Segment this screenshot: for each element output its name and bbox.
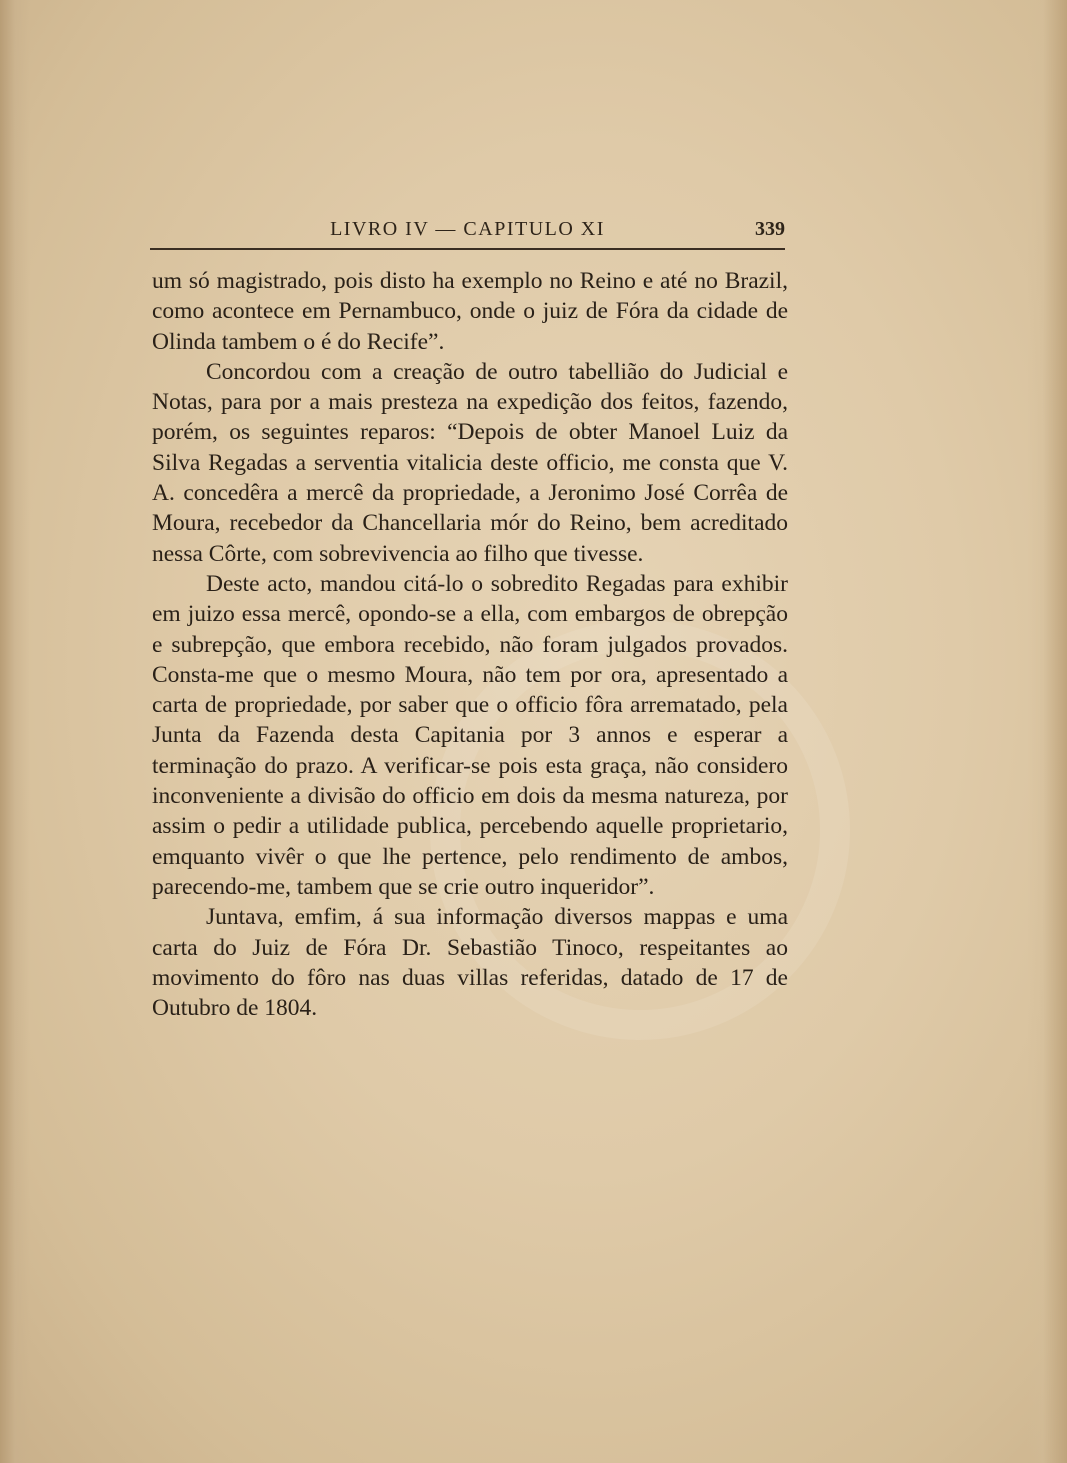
paragraph-continuation: um só magistrado, pois disto ha exemplo no Reino e até no Brazil, como acontece em Pernambuco, onde o juiz de Fóra da cidade de Olinda tambem o é do Recife”. bbox=[152, 268, 788, 355]
running-header bbox=[150, 218, 785, 250]
paragraph: Deste acto, mandou citá-lo o sobredito Regadas para exhibir em juizo essa mercê, opondo-se a ella, com embargos de obrepção e subrepção, que embora recebido, não foram julgados provados. Consta-me que o mesmo Moura, não tem por ora, apresentado a carta de propriedade, por saber que o officio fôra arrematado, pela Junta da Fazenda desta Capitania por 3 annos e esperar a terminação do prazo. A verificar-se pois esta graça, não considero inconveniente a divisão do officio em dois da mesma natureza, por assim o pedir a utilidade publica, percebendo aquelle proprietario, emquanto vivêr o que lhe pertence, pelo rendimento de ambos, parecendo-me, tambem que se crie outro inqueridor”. bbox=[152, 570, 788, 900]
body-text bbox=[152, 266, 788, 1023]
running-title: LIVRO IV — CAPITULO XI bbox=[330, 218, 605, 240]
paragraph: Juntava, emfim, á sua informação diversos mappas e uma carta do Juiz de Fóra Dr. Sebastião Tinoco, respeitantes ao movimento do fôro nas duas villas referidas, datado de 17 de Outubro de 1804. bbox=[152, 904, 788, 1022]
page-number: 339 bbox=[755, 218, 785, 240]
page-edge-shadow bbox=[1027, 0, 1067, 1463]
paragraph: Concordou com a creação de outro tabellião do Judicial e Notas, para por a mais presteza na expedição dos feitos, fazendo, porém, os seguintes reparos: “Depois de obter Manoel Luiz da Silva Regadas a serventia vitalicia deste officio, me consta que V. A. concedêra a mercê da propriedade, a Jeronimo José Corrêa de Moura, recebedor da Chancellaria mór do Reino, bem acreditado nessa Côrte, com sobrevivencia ao filho que tivesse. bbox=[152, 358, 788, 567]
page-gutter-shadow bbox=[0, 0, 30, 1463]
